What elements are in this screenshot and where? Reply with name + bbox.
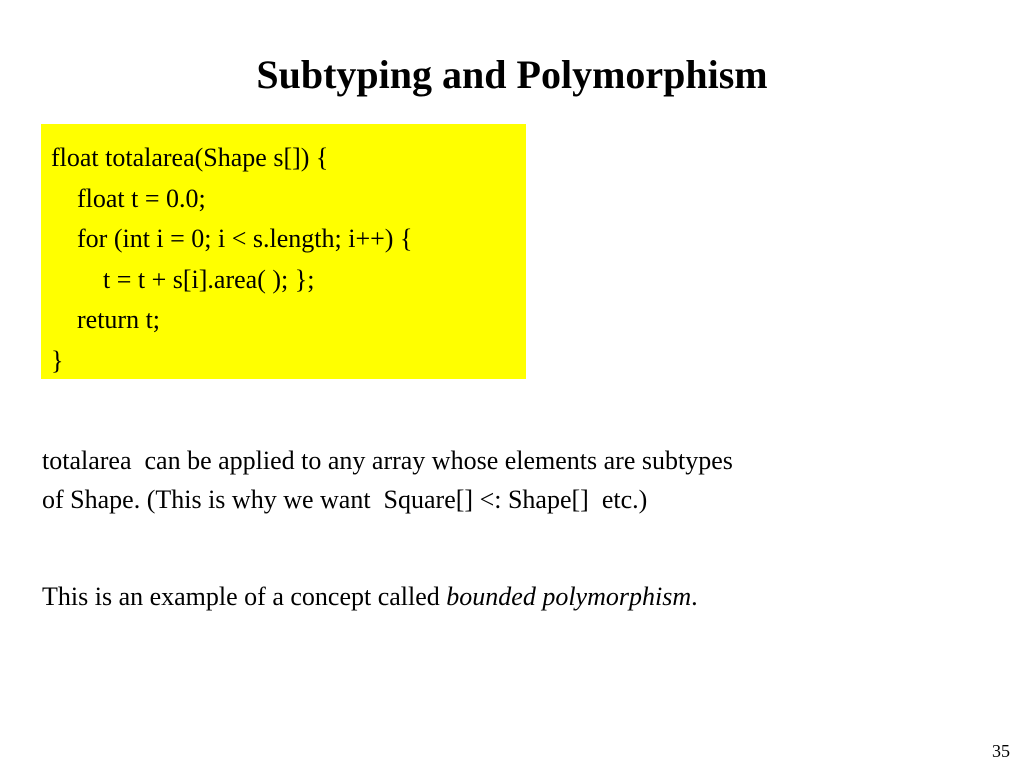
code-block xyxy=(41,124,526,379)
code-line-function-signature: float totalarea(Shape s[]) { xyxy=(51,143,329,172)
concept-term: bounded polymorphism xyxy=(446,582,692,611)
explanation-line-1: totalarea can be applied to any array whose elements are subtypes xyxy=(42,446,733,475)
concept-prefix: This is an example of a concept called xyxy=(42,582,447,611)
code-line-loop-body: t = t + s[i].area( ); }; xyxy=(103,264,315,294)
page-number: 35 xyxy=(992,741,1010,761)
code-line-return: return t; xyxy=(77,305,161,334)
explanation-line-2: of Shape. (This is why we want Square[] <: Shape[] etc.) xyxy=(42,485,648,514)
code-line-declaration: float t = 0.0; xyxy=(77,183,206,213)
concept-suffix: . xyxy=(691,582,698,611)
explanation-paragraph xyxy=(42,441,992,519)
concept-paragraph xyxy=(42,577,992,616)
code-line-closing-brace: } xyxy=(51,345,64,375)
slide-title: Subtyping and Polymorphism xyxy=(256,52,768,97)
code-line-for-loop: for (int i = 0; i < s.length; i++) { xyxy=(77,224,413,253)
